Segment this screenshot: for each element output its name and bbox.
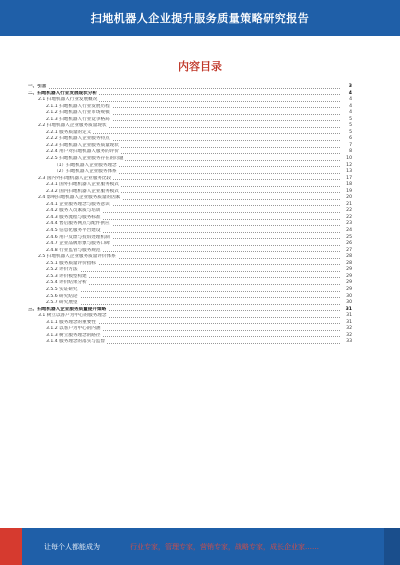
toc-entry-page: 22 [340, 208, 352, 215]
toc-entry-title: 一、引言 [28, 84, 47, 89]
toc-entry-page: 17 [340, 176, 352, 183]
toc-entry-title: 2.5.3 评价模型构建 [46, 273, 87, 279]
toc-entry-title: 2.4.3 服务流程与服务标准 [46, 214, 101, 220]
toc-entry-title: 2.4.5 信息化服务平台建设 [46, 228, 101, 234]
toc-entry-title: 2.1.3 扫地机器人行业竞争格局 [46, 116, 110, 122]
toc-entry-page: 18 [340, 182, 352, 189]
toc-entry-page: 23 [340, 221, 352, 228]
toc-entry-page: 32 [340, 333, 352, 340]
toc-entry[interactable] [28, 339, 352, 346]
toc-entry-title: 2.4.6 用户反馈与投诉处理机制 [46, 234, 110, 240]
toc-entry-page: 3 [340, 84, 352, 91]
toc-entry-page: 5 [340, 123, 352, 130]
toc-entry-title: 三、扫地机器人企业服务质量提升策略 [28, 306, 107, 312]
table-of-contents [28, 84, 352, 346]
toc-entry-title: 2.5.4 评价结果分析 [46, 280, 87, 286]
toc-entry-page: 32 [340, 326, 352, 333]
toc-entry-title: 3.1.1 服务理念的重要性 [46, 319, 96, 325]
document-title: 扫地机器人企业提升服务质量策略研究报告 [90, 12, 310, 25]
toc-entry-page: 7 [340, 143, 352, 150]
toc-entry-page: 25 [340, 235, 352, 242]
toc-entry-title: 2.5.5 实证研究 [46, 286, 78, 292]
footer-banner [0, 528, 400, 565]
toc-entry-page: 4 [340, 110, 352, 117]
toc-entry-page: 4 [340, 97, 352, 104]
toc-entry-title: 3.1.3 树立服务理念的路径 [46, 332, 101, 338]
toc-entry-title: 2.3.2 国内扫地机器人企业服务模式 [46, 188, 119, 194]
toc-entry-title: 2.2.1 服务质量的定义 [46, 129, 92, 135]
toc-entry-title: 2.2.3 扫地机器人企业服务质量现状 [46, 142, 119, 148]
toc-entry-page: 29 [340, 287, 352, 294]
toc-entry-page: 6 [340, 136, 352, 143]
toc-entry-page: 21 [340, 202, 352, 209]
toc-leader-dots [46, 271, 340, 272]
toc-entry-title: 2.5 扫地机器人企业服务质量评价体系 [38, 254, 116, 260]
footer-slogan: 让每个人都能成为 [44, 543, 100, 551]
toc-entry-title: 2.5.2 评价方法 [46, 267, 78, 273]
toc-entry-page: 28 [340, 254, 352, 261]
toc-entry-title: 2.1.2 扫地机器人行业市场规模 [46, 110, 110, 116]
toc-leader-dots [46, 277, 340, 278]
toc-entry-title: 2.5.1 服务质量评价指标 [46, 260, 96, 266]
toc-entry-page: 19 [340, 189, 352, 196]
toc-entry-title: 2.4.2 服务人员素质与培训 [46, 208, 101, 214]
toc-leader-dots [46, 297, 340, 298]
toc-entry-page: 24 [340, 228, 352, 235]
toc-entry-page: 5 [340, 130, 352, 137]
toc-entry-title: 3.1.4 服务理念的落实与监督 [46, 339, 106, 345]
toc-entry-page: 29 [340, 274, 352, 281]
toc-entry-title: 2.1 扫地机器人行业发展概况 [38, 97, 98, 103]
toc-leader-dots [46, 304, 340, 305]
toc-entry-title: 2.5.6 研究结论 [46, 293, 78, 299]
toc-heading: 内容目录 [178, 60, 222, 73]
toc-entry-page: 4 [340, 104, 352, 111]
toc-entry-title: 2.4.7 企业品牌形象与服务口碑 [46, 241, 110, 247]
toc-entry-page: 4 [340, 91, 352, 98]
toc-entry-page: 29 [340, 280, 352, 287]
toc-entry-page: 26 [340, 241, 352, 248]
toc-entry-page: 31 [340, 307, 352, 314]
toc-entry-page: 30 [340, 294, 352, 301]
toc-entry-title: 3.1 树立以客户为中心的服务理念 [38, 313, 107, 319]
toc-entry-title: 二、扫地机器人行业发展现状分析 [28, 90, 97, 96]
toc-entry-page: 12 [340, 163, 352, 170]
toc-entry-page: 27 [340, 248, 352, 255]
toc-leader-dots [28, 88, 340, 89]
toc-entry-page: 20 [340, 195, 352, 202]
toc-entry-title: 2.4.4 售后服务网点与配件供应 [46, 221, 110, 227]
toc-entry-page: 10 [340, 156, 352, 163]
footer-accent-right [384, 528, 400, 565]
toc-entry-title: 2.1.1 扫地机器人行业发展历程 [46, 103, 110, 109]
toc-entry-title: 2.3.1 国外扫地机器人企业服务模式 [46, 182, 119, 188]
toc-entry-title: 3.1.2 以客户为中心的内涵 [46, 326, 101, 332]
toc-entry-title: 2.4 影响扫地机器人企业服务质量的因素 [38, 195, 121, 201]
footer-tagline: 行业专家，管理专家，营销专家，战略专家，成长企业家…… [130, 543, 319, 551]
toc-entry-title: 2.3 国内外扫地机器人企业服务比较 [38, 175, 112, 181]
toc-entry-page: 22 [340, 215, 352, 222]
toc-entry-title: （2）扫地机器人企业服务体系 [54, 169, 117, 175]
toc-entry-page: 30 [340, 300, 352, 307]
toc-entry-title: （1）扫地机器人企业服务理念 [54, 162, 117, 168]
toc-entry-page: 29 [340, 267, 352, 274]
toc-leader-dots [46, 284, 340, 285]
toc-entry-page: 8 [340, 149, 352, 156]
footer-accent [0, 528, 22, 565]
toc-entry-title: 2.2.2 扫地机器人企业服务特点 [46, 136, 110, 142]
toc-leader-dots [46, 291, 340, 292]
toc-entry-title: 2.2 扫地机器人企业服务质量现状 [38, 123, 107, 129]
toc-entry-page: 31 [340, 313, 352, 320]
toc-entry-title: 2.4.8 行业监管与服务规范 [46, 247, 101, 253]
header-banner [0, 0, 400, 36]
toc-entry-title: 2.5.7 研究展望 [46, 300, 78, 306]
toc-entry-page: 33 [340, 339, 352, 346]
toc-entry-page: 13 [340, 169, 352, 176]
toc-entry-title: 2.4.1 企业服务理念与服务意识 [46, 201, 110, 207]
toc-entry-page: 31 [340, 320, 352, 327]
toc-entry-title: 2.2.4 用户对扫地机器人服务的评价 [46, 149, 119, 155]
toc-entry-page: 28 [340, 261, 352, 268]
toc-entry-title: 2.2.5 扫地机器人企业服务存在的问题 [46, 156, 124, 162]
toc-entry-page: 5 [340, 117, 352, 124]
